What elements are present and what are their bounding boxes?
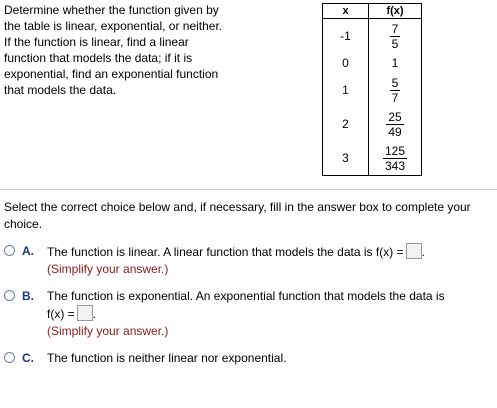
fx-cell bbox=[369, 19, 422, 54]
answer-box-a[interactable] bbox=[406, 243, 422, 259]
question-line: Determine whether the function given by bbox=[4, 3, 219, 17]
x-column-header: x bbox=[323, 4, 369, 19]
table-row bbox=[323, 73, 422, 107]
fx-cell: 1 bbox=[369, 53, 422, 73]
x-cell: 2 bbox=[323, 107, 369, 141]
fx-cell bbox=[369, 141, 422, 176]
numerator: 125 bbox=[384, 143, 406, 158]
choice-text: The function is exponential. An exponential function that models the data is f(x) = . (Simplify your answer.) bbox=[47, 289, 445, 338]
choice-text: The function is linear. A linear function that models the data is f(x) = . (Simplify your answer.) bbox=[47, 245, 425, 276]
question-line: exponential, find an exponential function bbox=[4, 67, 219, 81]
numerator: 7 bbox=[391, 21, 399, 36]
answer-box-b[interactable] bbox=[77, 305, 93, 321]
denominator: 343 bbox=[384, 158, 406, 173]
radio-button-a[interactable] bbox=[4, 245, 15, 256]
fx-column-header: f(x) bbox=[369, 4, 422, 19]
question-line: If the function is linear, find a linear bbox=[4, 35, 189, 49]
fx-cell bbox=[369, 107, 422, 141]
instruction-text: Select the correct choice below and, if necessary, fill in the answer box to complete your choice. bbox=[4, 200, 471, 231]
section-divider bbox=[0, 189, 497, 190]
choice-a-statement: The function is linear. A linear function that models the data is f(x) = bbox=[47, 245, 404, 259]
table-row bbox=[323, 107, 422, 141]
fraction bbox=[383, 144, 407, 173]
simplify-hint: (Simplify your answer.) bbox=[47, 262, 169, 276]
numerator: 25 bbox=[388, 109, 402, 124]
question-line: the table is linear, exponential, or neither. bbox=[4, 19, 223, 33]
fx-cell bbox=[369, 73, 422, 107]
fraction bbox=[390, 76, 401, 105]
choice-letter: B. bbox=[22, 289, 34, 303]
table-row bbox=[323, 53, 422, 73]
choice-b[interactable] bbox=[4, 288, 494, 342]
choice-letter: A. bbox=[22, 244, 34, 258]
table-header-row bbox=[323, 4, 422, 19]
denominator: 49 bbox=[388, 124, 402, 139]
x-cell: -1 bbox=[323, 19, 369, 54]
choice-c-statement: The function is neither linear nor exponential. bbox=[47, 351, 287, 365]
radio-button-c[interactable] bbox=[4, 352, 15, 363]
question-line: function that models the data; if it is bbox=[4, 51, 193, 65]
choice-b-fx-label: f(x) = bbox=[47, 307, 75, 321]
denominator: 7 bbox=[391, 90, 399, 105]
data-table bbox=[322, 3, 422, 176]
simplify-hint: (Simplify your answer.) bbox=[47, 324, 169, 338]
choice-a[interactable] bbox=[4, 243, 494, 279]
question-line: that models the data. bbox=[4, 83, 117, 97]
choice-letter: C. bbox=[22, 351, 34, 365]
numerator: 5 bbox=[391, 75, 399, 90]
choice-b-statement: The function is exponential. An exponential function that models the data is bbox=[47, 289, 445, 303]
x-cell: 3 bbox=[323, 141, 369, 176]
fraction bbox=[386, 110, 403, 139]
table-row bbox=[323, 141, 422, 176]
x-cell: 0 bbox=[323, 53, 369, 73]
question-prompt bbox=[4, 2, 254, 98]
choice-c[interactable] bbox=[4, 350, 494, 368]
table-row bbox=[323, 19, 422, 54]
denominator: 5 bbox=[391, 36, 399, 51]
radio-button-b[interactable] bbox=[4, 290, 15, 301]
fraction bbox=[390, 22, 401, 51]
choice-text bbox=[47, 350, 492, 367]
x-cell: 1 bbox=[323, 73, 369, 107]
